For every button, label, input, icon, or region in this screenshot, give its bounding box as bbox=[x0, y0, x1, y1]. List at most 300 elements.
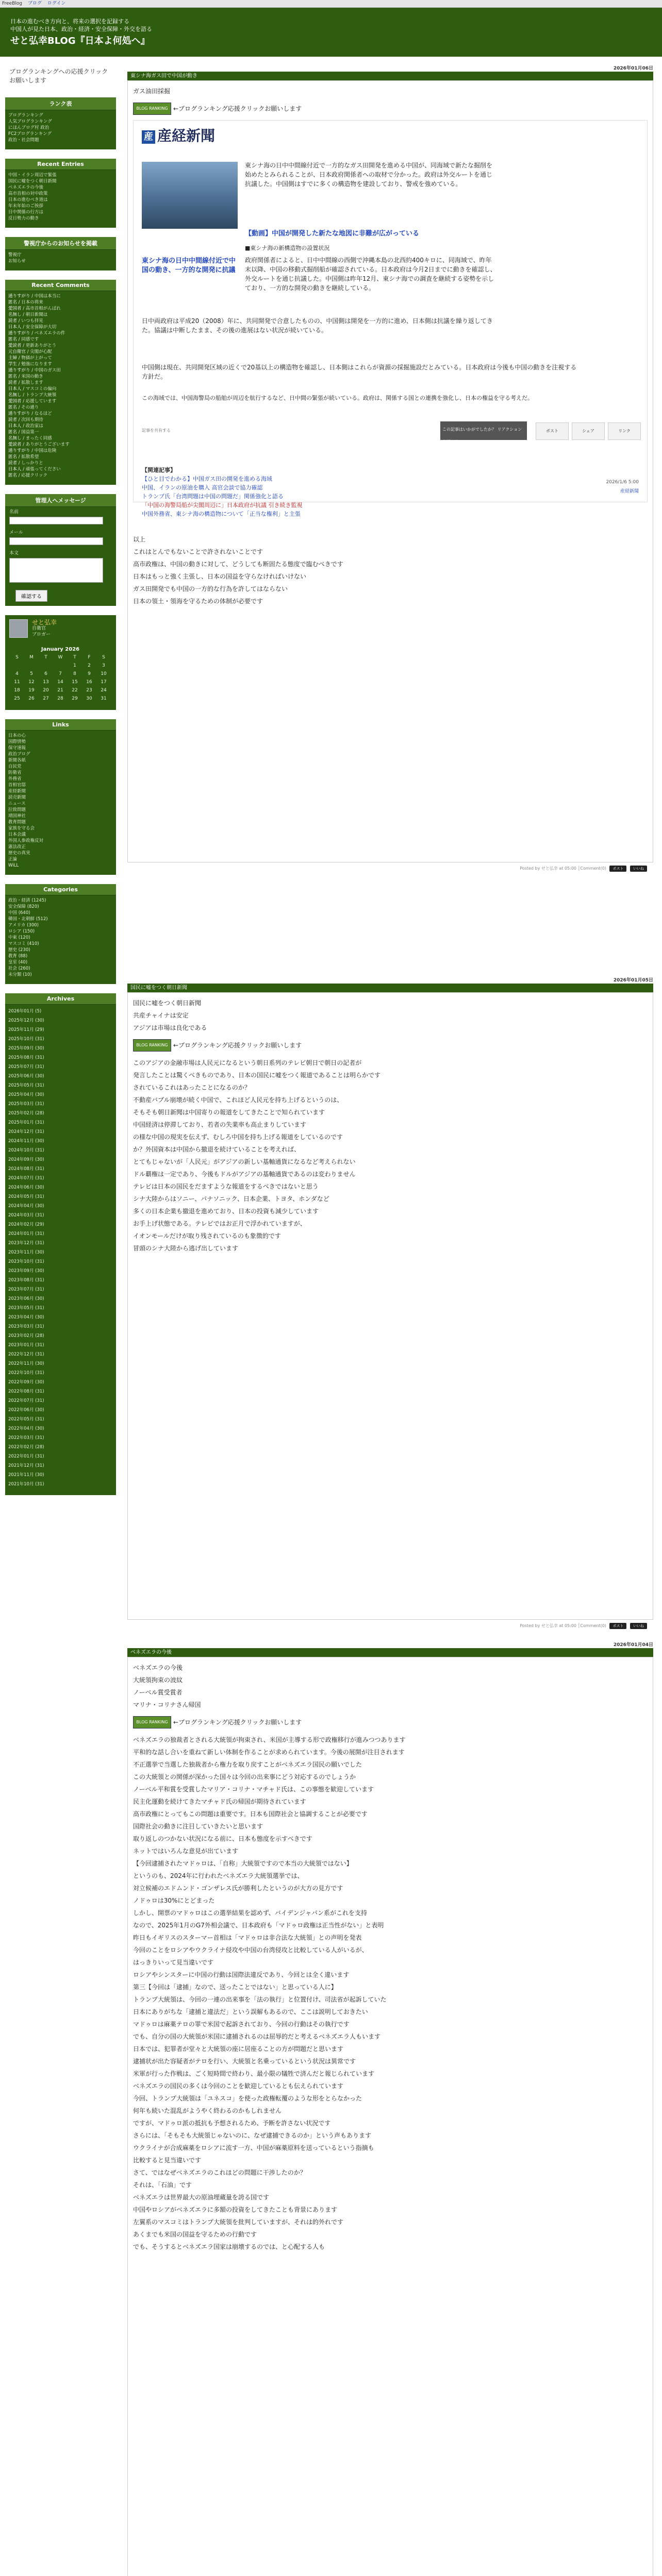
calendar-day[interactable]: 2 bbox=[88, 663, 91, 668]
comment-item[interactable]: 通りすがり / なるほど bbox=[8, 411, 52, 416]
post-paragraph: それは、「石油」です bbox=[133, 2181, 192, 2189]
post-title[interactable]: ベネズエラの今後 bbox=[127, 1648, 653, 1657]
archive-link[interactable]: 2025年01月 (31) bbox=[8, 1120, 44, 1125]
calendar-day[interactable]: 16 bbox=[86, 680, 92, 685]
share-post-button[interactable]: ポスト bbox=[536, 422, 569, 440]
blog-title[interactable]: せと弘幸BLOG『日本よ何処へ』 bbox=[10, 36, 150, 46]
calendar-day[interactable]: 4 bbox=[15, 671, 19, 676]
post-lead-line: 国民に嘘をつく朝日新聞 bbox=[133, 999, 202, 1007]
external-link[interactable]: 政治ブログ bbox=[8, 752, 30, 757]
archive-link[interactable]: 2023年11月 (30) bbox=[8, 1250, 44, 1255]
comment-text: いつも拝見 bbox=[21, 318, 43, 324]
post-lead-line: 大統領拘束の波紋 bbox=[133, 1676, 183, 1684]
archive-link[interactable]: 2024年04月 (30) bbox=[8, 1204, 44, 1209]
comment-item[interactable]: 匿名 / 拡散希望 bbox=[8, 454, 39, 460]
message-name-input[interactable] bbox=[9, 517, 103, 524]
footer-post-button[interactable]: ポスト bbox=[609, 1623, 626, 1629]
calendar-day[interactable]: 15 bbox=[72, 680, 78, 685]
comment-item[interactable]: 日本人 / 政治家は bbox=[8, 423, 43, 429]
external-link[interactable]: 外務省 bbox=[8, 776, 22, 782]
comment-text: 中国は危険 bbox=[34, 448, 57, 453]
comment-text: ありがとうございます bbox=[25, 442, 70, 447]
toolbar-link-blog[interactable]: ブログ bbox=[27, 1, 42, 6]
external-link[interactable]: ニュース bbox=[8, 801, 26, 806]
comment-author: 日本人 bbox=[8, 325, 22, 330]
post-paragraph: 日本にありがちな「逮捕と違法だ」という誤解もあるので、ここは説明しておきたい bbox=[133, 2008, 368, 2015]
category-link[interactable]: 中東 (120) bbox=[8, 935, 30, 940]
post-footer-meta[interactable]: Posted by せと弘幸 at 05:00 │Comment(0) bbox=[520, 1623, 606, 1628]
header-tagline-2: 中国人が見た日本、政治・経済・安全保障・外交を語る bbox=[10, 26, 152, 32]
recent-entry-link[interactable]: 国民に嘘をつく朝日新聞 bbox=[8, 179, 57, 184]
news-paragraph-2: 政府関係者によると、日中中間線の西側で沖縄本島の北西約400キロに、同海域で、昨年末以降、中国の移動式掘削船が確認されている。日本政府は今月2日までに動きを確認し、外交ルートを通じ抗議した。中国側は昨年12月、東シナ海での調査を継続する姿勢を示しており、一方的な開発の動きを継続している。 bbox=[245, 257, 496, 292]
related-link[interactable]: トランプ氏「台湾問題は中国の問題だ」関係強化と語る bbox=[142, 493, 284, 500]
post-paragraph: これはとんでもないことで許されないことです bbox=[133, 548, 263, 555]
post-paragraph: 左翼系のマスコミはトランプ大統領を批判していますが、それは的外れです bbox=[133, 2218, 344, 2226]
comment-text: 同感です bbox=[21, 337, 39, 342]
archive-link[interactable]: 2025年12月 (30) bbox=[8, 1018, 44, 1023]
footer-like-button[interactable]: いいね bbox=[630, 866, 647, 872]
archive-link[interactable]: 2023年02月 (28) bbox=[8, 1333, 44, 1338]
related-link[interactable]: 中国外務省、東シナ海の構造物について「正当な権利」と主張 bbox=[142, 511, 301, 517]
archive-link[interactable]: 2023年01月 (31) bbox=[8, 1343, 44, 1348]
recent-entry-link[interactable]: 高市首相の対中政策 bbox=[8, 191, 48, 196]
calendar-day[interactable]: 27 bbox=[43, 696, 49, 701]
archive-link[interactable]: 2025年08月 (31) bbox=[8, 1055, 44, 1060]
archive-link[interactable]: 2025年10月 (31) bbox=[8, 1037, 44, 1042]
external-link[interactable]: 自民党 bbox=[8, 764, 22, 769]
archive-link[interactable]: 2023年06月 (30) bbox=[8, 1296, 44, 1301]
comment-item[interactable]: 通りすがり / ベネズエラの件 bbox=[8, 331, 65, 336]
post-paragraph: でも、そうするとベネズエラ国家は崩壊するのでは、と心配する人も bbox=[133, 2243, 325, 2250]
archive-link[interactable]: 2022年11月 (30) bbox=[8, 1361, 44, 1366]
post-date: 2026年01月06日 bbox=[613, 66, 653, 71]
post-paragraph: ロシアやシンスターに中国の行動は国際法違反であり、今回とは全く違います bbox=[133, 1971, 350, 1978]
post-paragraph: お手上げ状態である。テレビではお正月で浮かれていますが、 bbox=[133, 1220, 306, 1227]
ranking-text: ←ブログランキング応援クリックお願いします bbox=[173, 105, 302, 112]
calendar-day[interactable]: 25 bbox=[14, 696, 20, 701]
notice-list bbox=[5, 250, 116, 266]
rank-link[interactable]: にほんブログ村 政治 bbox=[8, 125, 49, 130]
calendar-day[interactable]: 18 bbox=[14, 688, 20, 693]
footer-like-button[interactable]: いいね bbox=[630, 1623, 647, 1629]
related-link[interactable]: 「中国の海警局船が尖閣周辺に」日本政府が抗議 引き続き監視 bbox=[142, 502, 303, 509]
profile-box bbox=[5, 615, 116, 710]
calendar-day[interactable] bbox=[10, 662, 24, 670]
post-title[interactable]: 国民に嘘をつく朝日新聞 bbox=[127, 984, 653, 992]
post-paragraph: されているこれはあったことになるのか？ bbox=[133, 1084, 251, 1091]
rank-link[interactable]: 人気ブログランキング bbox=[8, 119, 52, 124]
rank-link[interactable]: ブログランキング bbox=[8, 113, 43, 118]
post-paragraph: というのも、2024年に行われたベネズエラ大統領選挙では、 bbox=[133, 1872, 304, 1879]
message-body-input[interactable] bbox=[9, 558, 103, 583]
category-link[interactable]: マスコミ (410) bbox=[8, 941, 39, 946]
archive-link[interactable]: 2022年05月 (31) bbox=[8, 1417, 44, 1422]
comment-text: 政治家は bbox=[25, 423, 43, 429]
related-head: 【関連記事】 bbox=[142, 467, 176, 473]
archive-link[interactable]: 2024年02月 (29) bbox=[8, 1222, 44, 1227]
archive-link[interactable]: 2023年09月 (30) bbox=[8, 1268, 44, 1274]
comment-item[interactable]: 名無し / 朝日新聞は bbox=[8, 312, 48, 317]
external-link[interactable]: 拉致問題 bbox=[8, 807, 26, 812]
external-link[interactable]: 日本の心 bbox=[8, 733, 26, 738]
category-link[interactable]: ロシア (150) bbox=[8, 929, 35, 934]
calendar-day[interactable]: 29 bbox=[72, 696, 78, 701]
external-link[interactable]: 読売新聞 bbox=[8, 795, 26, 800]
post-paragraph: 平和的な話し合いを重ねて新しい体制を作ることが求められています。今後の展開が注目されます bbox=[133, 1749, 405, 1756]
external-link[interactable]: 家族を守る会 bbox=[8, 826, 35, 831]
ranking-banner[interactable]: BLOG RANKING bbox=[133, 1039, 171, 1052]
category-link[interactable]: 中国 (640) bbox=[8, 910, 30, 916]
post-closing bbox=[133, 533, 648, 607]
external-link[interactable]: 新聞各紙 bbox=[8, 758, 26, 763]
ranking-banner[interactable]: BLOG RANKING bbox=[133, 1716, 171, 1728]
comment-text: 尖閣が心配 bbox=[30, 349, 52, 354]
archive-link[interactable]: 2024年07月 (31) bbox=[8, 1176, 44, 1181]
comment-author: 日本人 bbox=[8, 467, 22, 472]
comment-item[interactable]: 匿名 / 米国の動き bbox=[8, 374, 43, 379]
rank-link[interactable]: 政治・社会問題 bbox=[8, 138, 39, 143]
calendar-day[interactable]: 17 bbox=[101, 680, 107, 685]
calendar-day[interactable]: 7 bbox=[59, 671, 62, 676]
news-paragraph-5: この海域では、中国海警局の船舶が周辺を航行するなど、日中間の緊張が続いている。政府は、関係する国との連携を強化し、日本の権益を守る考えだ。 bbox=[142, 395, 533, 401]
comment-author: 匿名 bbox=[8, 300, 18, 305]
post-paragraph: とてもじゃないが「人民元」がアジアの新しい基軸通貨になるなど考えられない bbox=[133, 1158, 356, 1165]
post-paragraph: 日本の領土・領海を守るための体制が必要です bbox=[133, 598, 263, 605]
archive-link[interactable]: 2022年10月 (31) bbox=[8, 1370, 44, 1376]
blog-header bbox=[0, 8, 662, 57]
archive-link[interactable]: 2021年11月 (30) bbox=[8, 1472, 44, 1478]
toolbar-brand: FreeBlog bbox=[2, 1, 22, 6]
external-link[interactable]: 国際情勢 bbox=[8, 739, 26, 744]
archive-link[interactable]: 2023年12月 (31) bbox=[8, 1241, 44, 1246]
comment-item[interactable]: 通りすがり / 中国は危険 bbox=[8, 448, 57, 453]
message-mail-input[interactable] bbox=[9, 537, 103, 545]
comment-text: 国益第一 bbox=[21, 430, 39, 435]
share-facebook-button[interactable]: シェア bbox=[572, 422, 605, 440]
calendar-day[interactable]: 19 bbox=[28, 688, 35, 693]
calendar-day[interactable]: 8 bbox=[73, 671, 76, 676]
comment-text: その通り bbox=[21, 405, 39, 410]
calendar-day[interactable]: 6 bbox=[44, 671, 47, 676]
archive-link[interactable]: 2025年11月 (29) bbox=[8, 1027, 44, 1032]
comment-item[interactable]: 元自衛官 / 尖閣が心配 bbox=[8, 349, 52, 354]
comment-text: 朝日新聞は bbox=[25, 312, 48, 317]
archive-link[interactable]: 2022年07月 (31) bbox=[8, 1398, 44, 1403]
profile-avatar[interactable] bbox=[9, 619, 28, 638]
archive-link[interactable]: 2022年06月 (30) bbox=[8, 1408, 44, 1413]
message-head: 管理人へメッセージ bbox=[5, 494, 116, 507]
archive-link[interactable]: 2022年08月 (31) bbox=[8, 1389, 44, 1394]
calendar-day[interactable]: 28 bbox=[57, 696, 63, 701]
external-link[interactable]: 産経新聞 bbox=[8, 789, 26, 794]
comment-author: 主婦 bbox=[8, 355, 18, 361]
message-submit-button[interactable]: 確認する bbox=[15, 590, 47, 602]
comment-item[interactable]: 匿名 / 日本の将来 bbox=[8, 300, 43, 305]
comment-item[interactable]: 通りすがり / 中国のガス田 bbox=[8, 368, 61, 373]
archive-link[interactable]: 2023年10月 (31) bbox=[8, 1259, 44, 1264]
comment-item[interactable]: 愛読者 / 更新ありがとう bbox=[8, 343, 57, 348]
calendar-day[interactable]: 5 bbox=[30, 671, 33, 676]
calendar-day[interactable]: 22 bbox=[72, 688, 78, 693]
comment-text: 拡散します bbox=[21, 380, 43, 385]
news-paragraph-4: 中国側は現在、共同開発区域の近くで20基以上の構造物を確認し、日本側はこれらが資源の採掘施設だとみている。日本政府は今後も中国の動きを注視する方針だ。 bbox=[142, 364, 577, 380]
comment-text: なるほど bbox=[34, 411, 52, 416]
comment-item[interactable]: 日本人 / 頑張ってください bbox=[8, 467, 61, 472]
post-lead-line: ベネズエラの今後 bbox=[133, 1664, 183, 1671]
calendar-day[interactable]: 23 bbox=[86, 688, 92, 693]
post-paragraph: テレビは日本の国民をだますような報道をするべきではないと思う bbox=[133, 1183, 319, 1190]
comment-item[interactable]: 匿名 / 応援クリック bbox=[8, 473, 47, 478]
comment-item[interactable]: 日本人 / マスコミの偏向 bbox=[8, 386, 57, 392]
comment-item[interactable]: 匿名 / 同感です bbox=[8, 337, 39, 342]
post-paragraph: しかし、開票のマドゥロはこの選挙結果を認めず、バイデンジャパン系がこれを支持 bbox=[133, 1909, 367, 1917]
calendar-day[interactable] bbox=[53, 662, 68, 670]
notice-link[interactable]: 警視庁 bbox=[8, 252, 22, 258]
rank-link[interactable]: FC2ブログランキング bbox=[8, 131, 52, 137]
post-lead-line: マリナ・コリナさん帰国 bbox=[133, 1701, 201, 1708]
comment-author: 読者 bbox=[8, 318, 18, 324]
comment-item[interactable]: 名無し / まったく同感 bbox=[8, 436, 52, 441]
toolbar-link-login[interactable]: ログイン bbox=[47, 1, 66, 6]
recent-entry-link[interactable]: 中国・イラン周辺で緊張 bbox=[8, 173, 57, 178]
post-lead-line: ノーベル賞受賞者 bbox=[133, 1689, 183, 1696]
calendar-day[interactable]: 21 bbox=[57, 688, 63, 693]
recent-entry-link[interactable]: 日中関係の行方は bbox=[8, 210, 44, 215]
comment-text: しっかりと bbox=[21, 461, 43, 466]
comment-item[interactable]: 匿名 / 国益第一 bbox=[8, 430, 39, 435]
category-link[interactable]: 皇室 (40) bbox=[8, 960, 28, 965]
archive-link[interactable]: 2024年09月 (30) bbox=[8, 1157, 44, 1162]
archive-link[interactable]: 2022年01月 (31) bbox=[8, 1454, 44, 1459]
external-link[interactable]: 外国人参政権反対 bbox=[8, 838, 44, 843]
post-heading: ガス油田採掘 bbox=[133, 88, 171, 95]
post-1 bbox=[127, 64, 653, 875]
archive-link[interactable]: 2023年04月 (30) bbox=[8, 1315, 44, 1320]
archive-link[interactable]: 2024年12月 (31) bbox=[8, 1129, 44, 1134]
archive-link[interactable]: 2023年05月 (31) bbox=[8, 1306, 44, 1311]
category-link[interactable]: 安全保障 (820) bbox=[8, 904, 39, 909]
archive-link[interactable]: 2024年01月 (31) bbox=[8, 1231, 44, 1236]
comment-text: 日本の将来 bbox=[21, 300, 43, 305]
profile-name[interactable]: せと弘幸 bbox=[32, 619, 57, 626]
calendar-day[interactable] bbox=[24, 662, 39, 670]
post-paragraph: 不動産バブル崩壊が続く中国で、これほど人民元を持ち上げるというのは、 bbox=[133, 1096, 343, 1104]
post-footer-meta[interactable]: Posted by せと弘幸 at 05:00 │Comment(0) bbox=[520, 866, 606, 871]
archive-link[interactable]: 2025年07月 (31) bbox=[8, 1064, 44, 1070]
comment-item[interactable]: 愛読者 / ありがとうございます bbox=[8, 442, 70, 447]
comment-text: 拡散希望 bbox=[21, 454, 39, 460]
archive-link[interactable]: 2025年09月 (30) bbox=[8, 1046, 44, 1051]
comment-author: 学生 bbox=[8, 362, 18, 367]
archive-link[interactable]: 2021年12月 (31) bbox=[8, 1463, 44, 1468]
recent-comments-list bbox=[5, 291, 116, 481]
calendar-weekday: T bbox=[73, 655, 76, 660]
recent-entry-link[interactable]: 年末年始のご挨拶 bbox=[8, 204, 44, 209]
comment-item[interactable]: 読者 / いつも拝見 bbox=[8, 318, 43, 324]
comment-author: 名無し bbox=[8, 436, 22, 441]
comment-item[interactable]: 読者 / 次回も期待 bbox=[8, 417, 43, 422]
comment-text: 応援クリック bbox=[21, 473, 47, 478]
calendar-day[interactable]: 31 bbox=[101, 696, 107, 701]
archive-link[interactable]: 2024年10月 (31) bbox=[8, 1148, 44, 1153]
comment-item[interactable]: 愛国者 / 高市首相がんばれ bbox=[8, 306, 61, 311]
calendar-day[interactable]: 10 bbox=[101, 671, 107, 676]
calendar-day[interactable]: 12 bbox=[28, 680, 35, 685]
post-body bbox=[127, 80, 653, 862]
message-box bbox=[5, 494, 116, 606]
external-link[interactable]: 首相官邸 bbox=[8, 783, 26, 788]
archive-link[interactable]: 2025年04月 (30) bbox=[8, 1092, 44, 1097]
news-photo bbox=[142, 162, 238, 229]
category-link[interactable]: 社会 (260) bbox=[8, 966, 30, 971]
archive-link[interactable]: 2023年03月 (31) bbox=[8, 1324, 44, 1329]
calendar-day[interactable]: 9 bbox=[88, 671, 91, 676]
archive-link[interactable]: 2022年02月 (28) bbox=[8, 1445, 44, 1450]
external-link[interactable]: 憲法改正 bbox=[8, 844, 26, 850]
category-link[interactable]: 韓国・北朝鮮 (512) bbox=[8, 917, 48, 922]
archive-link[interactable]: 2024年03月 (31) bbox=[8, 1213, 44, 1218]
archive-link[interactable]: 2021年10月 (31) bbox=[8, 1482, 44, 1487]
recent-entry-link[interactable]: ベネズエラの今後 bbox=[8, 185, 44, 190]
archive-link[interactable]: 2022年04月 (30) bbox=[8, 1426, 44, 1431]
comment-item[interactable]: 日本人 / 安全保障が大切 bbox=[8, 325, 57, 330]
post-paragraph: 日本はもっと強く主張し、日本の国益を守らなければいけない bbox=[133, 573, 307, 580]
related-link[interactable]: 【ひと目でわかる】中国ガス田の開発を進める海域 bbox=[142, 476, 272, 482]
archive-link[interactable]: 2025年06月 (30) bbox=[8, 1074, 44, 1079]
comment-item[interactable]: 読者 / しっかりと bbox=[8, 461, 43, 466]
comment-item[interactable]: 学生 / 勉強になります bbox=[8, 362, 52, 367]
calendar-day[interactable]: 20 bbox=[43, 688, 49, 693]
archive-link[interactable]: 2022年12月 (31) bbox=[8, 1352, 44, 1357]
comment-item[interactable]: 名無し / トランプ大統領 bbox=[8, 393, 57, 398]
category-link[interactable]: 歴史 (230) bbox=[8, 947, 30, 953]
comment-author: 愛国者 bbox=[8, 306, 22, 311]
categories-box bbox=[5, 884, 116, 984]
calendar-weekday: T bbox=[44, 655, 47, 660]
sidebar bbox=[5, 64, 116, 2576]
external-link[interactable]: 正論 bbox=[8, 857, 18, 862]
post-title[interactable]: 東シナ海ガス田で中国が動き bbox=[127, 72, 653, 80]
post-paragraph: そもそも朝日新聞は中国寄りの報道をしてきたことで知られています bbox=[133, 1109, 325, 1116]
category-link[interactable]: 教育 (88) bbox=[8, 954, 28, 959]
archive-link[interactable]: 2023年07月 (31) bbox=[8, 1287, 44, 1292]
post-lead-lines bbox=[133, 1662, 648, 1711]
archive-link[interactable]: 2024年05月 (31) bbox=[8, 1194, 44, 1199]
notice-link[interactable]: お知らせ bbox=[8, 259, 26, 264]
footer-post-button[interactable]: ポスト bbox=[609, 866, 626, 872]
post-paragraph: さらには、「そもそも大統領じゃないのに、なぜ逮捕できるのか」という声もあります bbox=[133, 2132, 372, 2139]
post-paragraph: ノドゥロは30%にとどまった bbox=[133, 1897, 215, 1904]
comment-author: 匿名 bbox=[8, 405, 18, 410]
calendar-day[interactable] bbox=[39, 662, 53, 670]
share-link-button[interactable]: リンク bbox=[608, 422, 641, 440]
external-link[interactable]: 教育問題 bbox=[8, 820, 26, 825]
comment-text: 物価が上がって bbox=[21, 355, 52, 361]
calendar-day[interactable]: 30 bbox=[86, 696, 92, 701]
comment-text: 中国のガス田 bbox=[34, 368, 61, 373]
comment-item[interactable]: 読者 / 拡散します bbox=[8, 380, 43, 385]
post-lead-lines bbox=[133, 997, 648, 1034]
post-paragraph: 中国やロシアがベネズエラに多額の投資をしてきたことも背景にあります bbox=[133, 2206, 338, 2213]
comment-author: 愛読者 bbox=[8, 442, 22, 447]
archive-link[interactable]: 2025年03月 (31) bbox=[8, 1101, 44, 1107]
calendar-day[interactable]: 26 bbox=[28, 696, 35, 701]
category-link[interactable]: 政治・経済 (1245) bbox=[8, 898, 46, 903]
calendar-weekday: M bbox=[29, 655, 34, 660]
post-paragraph: か？外国資本は中国から撤退を続けていることを考えれば、 bbox=[133, 1146, 301, 1153]
calendar-day[interactable]: 3 bbox=[102, 663, 105, 668]
comment-item[interactable]: 愛国者 / 応援しています bbox=[8, 399, 57, 404]
archive-link[interactable]: 2025年02月 (28) bbox=[8, 1111, 44, 1116]
calendar-day[interactable]: 1 bbox=[73, 663, 76, 668]
calendar-day[interactable]: 24 bbox=[101, 688, 107, 693]
comment-text: トランプ大統領 bbox=[25, 393, 57, 398]
post-paragraph: ネットではいろんな意見が出ています bbox=[133, 1848, 239, 1855]
comment-item[interactable]: 通りすがり / 中国は本当に bbox=[8, 294, 61, 299]
calendar-weekday: S bbox=[15, 655, 19, 660]
comment-item[interactable]: 主婦 / 物価が上がって bbox=[8, 355, 52, 361]
archives-box bbox=[5, 993, 116, 1495]
post-paragraph: 米軍が行った作戦は、ごく短時間で終わり、最小限の犠牲で済んだと報じられています bbox=[133, 2070, 375, 2077]
external-link[interactable]: WiLL bbox=[8, 863, 19, 868]
post-paragraph: ベネズエラの独裁者とされる大統領が拘束され、米国が主導する形で政権移行が進みつつあります bbox=[133, 1736, 406, 1743]
comment-author: 匿名 bbox=[8, 430, 18, 435]
recent-entry-link[interactable]: 反日勢力の動き bbox=[8, 216, 39, 221]
archive-link[interactable]: 2024年08月 (31) bbox=[8, 1166, 44, 1172]
archive-link[interactable]: 2022年03月 (31) bbox=[8, 1435, 44, 1440]
calendar-day[interactable]: 14 bbox=[57, 680, 63, 685]
external-link[interactable]: 靖国神社 bbox=[8, 814, 26, 819]
archive-link[interactable]: 2026年01月 (5) bbox=[8, 1009, 42, 1014]
calendar-day[interactable]: 13 bbox=[43, 680, 49, 685]
comment-author: 匿名 bbox=[8, 454, 18, 460]
category-link[interactable]: アメリカ (300) bbox=[8, 923, 39, 928]
category-link[interactable]: 未分類 (10) bbox=[8, 972, 32, 977]
post-paragraph: 日本では、犯罪者が堂々と大統領の座に居座ることの方が問題だと思います bbox=[133, 2045, 344, 2053]
post-3 bbox=[127, 1641, 653, 2576]
news-byline: ■東シナ海の新構造物の設置状況 bbox=[245, 245, 330, 251]
calendar-day[interactable]: 11 bbox=[14, 680, 20, 685]
ranking-text: ←ブログランキング応援クリックお願いします bbox=[173, 1042, 302, 1049]
post-paragraph: ガス田開発でも中国の一方的な行為を許してはならない bbox=[133, 585, 288, 592]
post-paragraph: この大統領との関係が深かった国々は今回の出来事にどう対応するのでしょうか bbox=[133, 1773, 356, 1781]
archive-link[interactable]: 2024年11月 (30) bbox=[8, 1139, 44, 1144]
post-paragraph: の様な中国の現実を伝えず、むしろ中国を持ち上げる報道をしているのです bbox=[133, 1133, 343, 1141]
archive-link[interactable]: 2023年08月 (31) bbox=[8, 1278, 44, 1283]
archive-link[interactable]: 2022年09月 (30) bbox=[8, 1380, 44, 1385]
recent-entry-link[interactable]: 日本の進むべき道は bbox=[8, 197, 48, 202]
post-date: 2026年01月04日 bbox=[613, 1642, 653, 1648]
news-reaction-box[interactable]: この記事はいかがでしたか？ リアクションを送ろう bbox=[440, 421, 527, 440]
ranking-banner[interactable]: BLOG RANKING bbox=[133, 103, 171, 115]
archive-link[interactable]: 2024年06月 (30) bbox=[8, 1185, 44, 1190]
external-link[interactable]: 防衛省 bbox=[8, 770, 22, 775]
comment-item[interactable]: 匿名 / その通り bbox=[8, 405, 39, 410]
archive-link[interactable]: 2025年05月 (31) bbox=[8, 1083, 44, 1088]
post-paragraph: 多くの日本企業も撤退を進めており、日本の投資も減少しています bbox=[133, 1208, 319, 1215]
comment-text: 安全保障が大切 bbox=[25, 325, 57, 330]
post-paragraph: 対立候補のエドムンド・ゴンザレス氏が勝利したというのが大方の見方です bbox=[133, 1885, 343, 1892]
news-subhead[interactable]: 【動画】中国が開発した新たな地図に非難が広がっている bbox=[245, 230, 420, 238]
news-source-link[interactable]: 産経新聞 bbox=[620, 489, 639, 494]
external-link[interactable]: 歴史の真実 bbox=[8, 851, 30, 856]
news-lead: 東シナ海の日中中間線付近で一方的なガス田開発を進める中国が、同海域で新たな掘削を始めたとみられることが、日本政府関係者への取材で分かった。政府は外交ルートを通じ抗議した。中国側はすでに多くの構造物を建設しており、警戒を強めている。 bbox=[245, 162, 493, 188]
post-paragraph: 中国経済は停滞しており、若者の失業率も高止まりしています bbox=[133, 1121, 307, 1128]
calendar-weekday: F bbox=[88, 655, 91, 660]
external-link[interactable]: 日本会議 bbox=[8, 832, 26, 837]
related-link[interactable]: 中国、イランの原油を購入 高官会談で協力確認 bbox=[142, 484, 263, 491]
external-link[interactable]: 保守速報 bbox=[8, 745, 26, 751]
